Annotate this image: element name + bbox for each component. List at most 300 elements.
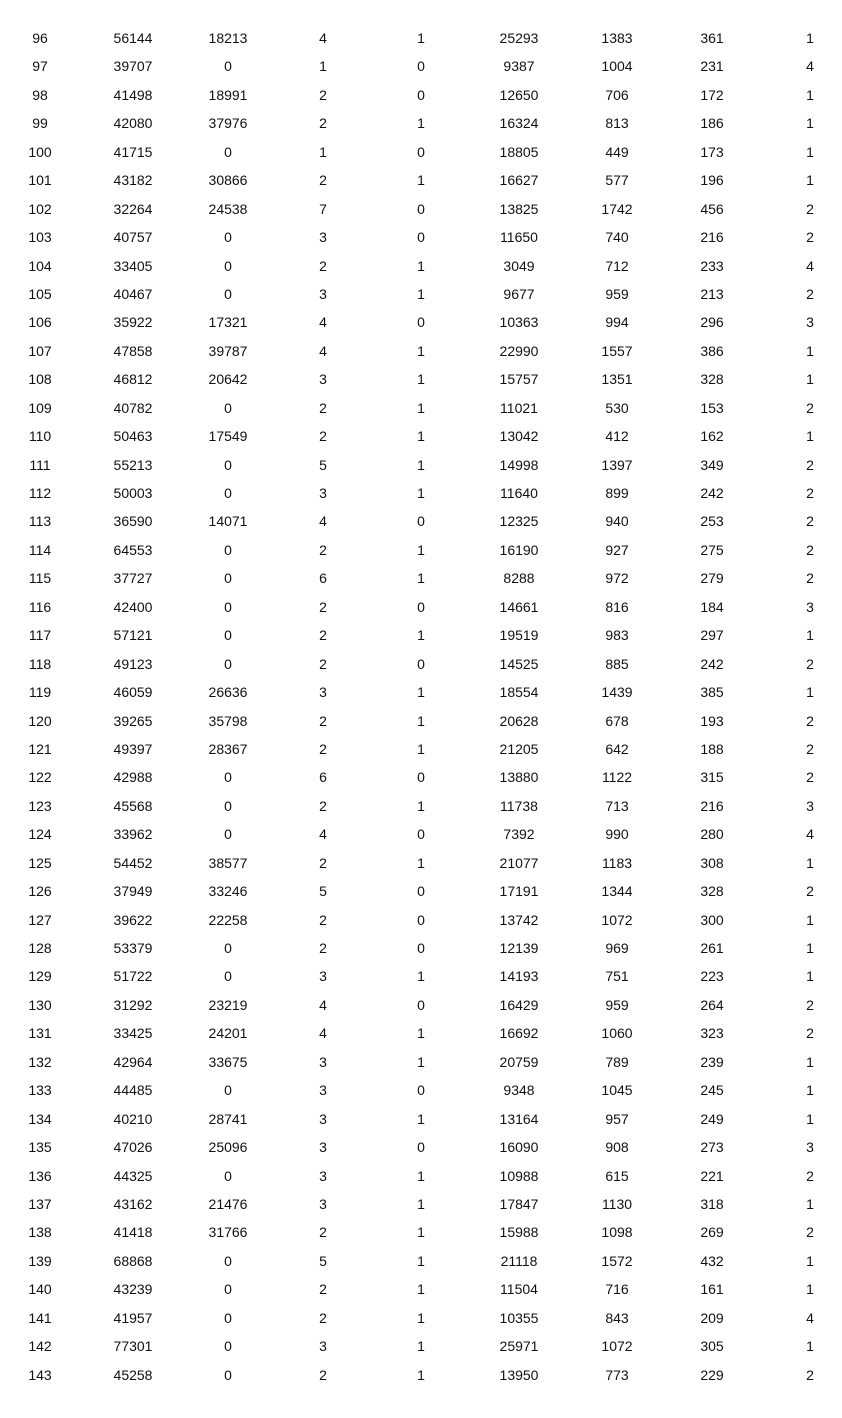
table-row bbox=[0, 621, 842, 649]
table-cell-col-6: 25971 bbox=[499, 1338, 539, 1355]
table-cell-col-6: 8288 bbox=[503, 570, 535, 587]
table-row bbox=[0, 337, 842, 365]
table-cell-col-6: 11738 bbox=[500, 797, 538, 814]
table-cell-col-2: 33425 bbox=[113, 1025, 153, 1042]
table-cell-col-7: 1557 bbox=[601, 342, 633, 359]
table-cell-col-9: 1 bbox=[806, 172, 814, 189]
table-cell-col-6: 10355 bbox=[499, 1309, 539, 1326]
table-cell-col-3: 20642 bbox=[208, 371, 248, 388]
table-cell-col-5: 1 bbox=[417, 854, 425, 871]
table-row bbox=[0, 564, 842, 592]
table-row bbox=[0, 1076, 842, 1104]
table-cell-col-4: 4 bbox=[319, 30, 327, 46]
table-cell-col-7: 1060 bbox=[601, 1025, 633, 1042]
table-row bbox=[0, 962, 842, 990]
table-cell-col-2: 40757 bbox=[113, 229, 153, 246]
table-cell-col-8: 280 bbox=[700, 826, 724, 843]
table-cell-row-index: 142 bbox=[28, 1338, 52, 1355]
table-cell-col-6: 10363 bbox=[499, 314, 539, 331]
table-cell-col-7: 813 bbox=[605, 115, 629, 132]
table-cell-col-2: 47858 bbox=[113, 342, 153, 359]
table-row bbox=[0, 52, 842, 80]
table-cell-col-2: 41498 bbox=[113, 86, 153, 103]
table-row bbox=[0, 1048, 842, 1076]
table-cell-col-3: 0 bbox=[224, 541, 232, 558]
table-row bbox=[0, 223, 842, 251]
table-cell-col-5: 0 bbox=[417, 769, 425, 786]
table-cell-col-9: 1 bbox=[806, 1195, 814, 1212]
table-row bbox=[0, 81, 842, 109]
table-cell-col-6: 9387 bbox=[503, 58, 535, 75]
table-cell-row-index: 102 bbox=[28, 200, 52, 217]
table-cell-col-8: 173 bbox=[700, 143, 724, 160]
table-cell-row-index: 114 bbox=[28, 541, 52, 558]
table-cell-col-5: 1 bbox=[417, 712, 425, 729]
table-row bbox=[0, 308, 842, 336]
table-cell-col-5: 1 bbox=[417, 627, 425, 644]
table-row bbox=[0, 1190, 842, 1218]
table-cell-row-index: 136 bbox=[28, 1167, 52, 1184]
table-cell-col-4: 1 bbox=[319, 58, 327, 75]
table-cell-col-9: 1 bbox=[806, 371, 814, 388]
table-cell-col-5: 0 bbox=[417, 940, 425, 956]
table-cell-col-5: 1 bbox=[417, 1252, 425, 1269]
table-cell-col-8: 209 bbox=[700, 1309, 724, 1326]
table-cell-col-3: 18991 bbox=[208, 86, 248, 103]
table-cell-col-3: 0 bbox=[224, 655, 232, 672]
table-cell-col-5: 0 bbox=[417, 826, 425, 843]
table-cell-col-5: 1 bbox=[417, 541, 425, 558]
table-cell-col-7: 642 bbox=[605, 740, 629, 757]
table-cell-col-8: 249 bbox=[700, 1110, 724, 1127]
table-cell-col-7: 1004 bbox=[601, 58, 633, 75]
table-cell-col-7: 1130 bbox=[601, 1195, 633, 1212]
table-cell-col-9: 1 bbox=[806, 627, 814, 644]
table-cell-row-index: 134 bbox=[28, 1110, 52, 1127]
table-row bbox=[0, 1275, 842, 1303]
table-cell-col-4: 3 bbox=[319, 1082, 327, 1099]
table-cell-col-7: 706 bbox=[605, 86, 629, 103]
table-cell-col-8: 315 bbox=[700, 769, 724, 786]
table-cell-col-7: 1344 bbox=[601, 883, 633, 900]
table-cell-col-3: 17549 bbox=[208, 428, 248, 445]
table-cell-col-4: 2 bbox=[319, 428, 327, 445]
table-cell-col-3: 0 bbox=[224, 399, 232, 416]
table-cell-col-2: 42080 bbox=[113, 115, 153, 132]
table-cell-col-6: 25293 bbox=[499, 30, 539, 46]
table-cell-col-6: 20628 bbox=[499, 712, 539, 729]
table-cell-col-9: 4 bbox=[806, 58, 814, 75]
table-row bbox=[0, 593, 842, 621]
table-cell-col-2: 40210 bbox=[113, 1110, 153, 1127]
table-cell-col-8: 223 bbox=[700, 968, 724, 985]
table-cell-col-8: 153 bbox=[700, 399, 724, 416]
table-cell-col-8: 456 bbox=[700, 200, 724, 217]
table-cell-col-7: 751 bbox=[605, 968, 629, 985]
table-cell-col-7: 940 bbox=[605, 513, 629, 530]
table-cell-col-2: 41957 bbox=[113, 1309, 153, 1326]
table-cell-col-9: 3 bbox=[806, 1139, 814, 1156]
table-cell-col-8: 213 bbox=[700, 285, 724, 302]
table-cell-col-8: 279 bbox=[700, 570, 724, 587]
table-cell-col-8: 261 bbox=[700, 940, 724, 956]
table-cell-row-index: 121 bbox=[28, 740, 52, 757]
table-cell-col-5: 1 bbox=[417, 30, 425, 46]
table-cell-col-4: 2 bbox=[319, 1224, 327, 1241]
table-cell-col-6: 11640 bbox=[500, 485, 538, 501]
table-cell-col-4: 3 bbox=[319, 1338, 327, 1355]
table-cell-col-4: 2 bbox=[319, 172, 327, 189]
table-cell-col-4: 2 bbox=[319, 115, 327, 132]
table-cell-col-2: 39707 bbox=[113, 58, 153, 75]
table-row bbox=[0, 1332, 842, 1360]
table-cell-col-3: 23219 bbox=[208, 996, 248, 1013]
table-cell-col-9: 2 bbox=[806, 712, 814, 729]
table-cell-col-8: 275 bbox=[700, 541, 724, 558]
table-cell-col-4: 6 bbox=[319, 570, 327, 587]
table-cell-col-6: 14525 bbox=[499, 655, 539, 672]
table-cell-col-2: 49123 bbox=[113, 655, 153, 672]
table-cell-col-9: 1 bbox=[806, 854, 814, 871]
table-cell-row-index: 119 bbox=[28, 684, 52, 701]
table-cell-col-4: 2 bbox=[319, 740, 327, 757]
table-cell-col-4: 3 bbox=[319, 1053, 327, 1070]
table-cell-col-4: 2 bbox=[319, 541, 327, 558]
table-cell-col-9: 1 bbox=[806, 1281, 814, 1298]
table-cell-col-5: 1 bbox=[417, 968, 425, 985]
table-cell-col-7: 908 bbox=[605, 1139, 629, 1156]
table-cell-col-8: 184 bbox=[700, 598, 724, 615]
table-cell-col-6: 16429 bbox=[499, 996, 539, 1013]
table-cell-col-7: 1098 bbox=[601, 1224, 633, 1241]
table-cell-col-3: 26636 bbox=[208, 684, 248, 701]
table-cell-col-6: 11021 bbox=[500, 399, 538, 416]
table-cell-col-6: 21077 bbox=[499, 854, 539, 871]
table-row bbox=[0, 422, 842, 450]
table-cell-col-7: 615 bbox=[605, 1167, 629, 1184]
table-cell-col-9: 1 bbox=[806, 1110, 814, 1127]
table-cell-col-3: 0 bbox=[224, 1309, 232, 1326]
table-cell-col-8: 386 bbox=[700, 342, 724, 359]
table-cell-col-9: 2 bbox=[806, 1366, 814, 1383]
table-cell-col-6: 9677 bbox=[503, 285, 535, 302]
table-cell-row-index: 137 bbox=[28, 1195, 52, 1212]
table-cell-col-4: 3 bbox=[319, 485, 327, 501]
table-cell-col-6: 13880 bbox=[499, 769, 539, 786]
table-cell-col-6: 11650 bbox=[500, 229, 538, 246]
data-table bbox=[0, 24, 842, 1389]
table-cell-col-9: 2 bbox=[806, 541, 814, 558]
table-cell-col-9: 4 bbox=[806, 1309, 814, 1326]
table-cell-col-9: 1 bbox=[806, 684, 814, 701]
table-cell-col-9: 1 bbox=[806, 342, 814, 359]
table-cell-col-7: 678 bbox=[605, 712, 629, 729]
table-cell-row-index: 112 bbox=[28, 485, 52, 501]
table-cell-col-6: 16692 bbox=[499, 1025, 539, 1042]
table-cell-col-2: 35922 bbox=[113, 314, 153, 331]
table-cell-col-7: 789 bbox=[605, 1053, 629, 1070]
table-cell-col-7: 1397 bbox=[601, 456, 633, 473]
table-cell-col-6: 12650 bbox=[499, 86, 539, 103]
table-cell-col-2: 50463 bbox=[113, 428, 153, 445]
table-cell-col-3: 24201 bbox=[208, 1025, 248, 1042]
table-cell-col-3: 0 bbox=[224, 285, 232, 302]
table-cell-col-9: 4 bbox=[806, 257, 814, 274]
table-cell-col-3: 0 bbox=[224, 968, 232, 985]
table-cell-col-5: 1 bbox=[417, 1195, 425, 1212]
table-cell-col-7: 983 bbox=[605, 627, 629, 644]
table-cell-col-5: 1 bbox=[417, 399, 425, 416]
table-cell-col-2: 39265 bbox=[113, 712, 153, 729]
table-cell-col-3: 25096 bbox=[208, 1139, 248, 1156]
table-cell-col-7: 1183 bbox=[601, 854, 633, 871]
table-cell-col-8: 328 bbox=[700, 883, 724, 900]
table-cell-col-5: 1 bbox=[417, 1167, 425, 1184]
table-cell-col-5: 1 bbox=[417, 1224, 425, 1241]
table-cell-col-2: 33962 bbox=[113, 826, 153, 843]
table-cell-col-3: 17321 bbox=[208, 314, 248, 331]
table-cell-col-6: 15988 bbox=[499, 1224, 539, 1241]
table-cell-col-7: 773 bbox=[605, 1366, 629, 1383]
table-row bbox=[0, 138, 842, 166]
table-cell-col-3: 33675 bbox=[208, 1053, 248, 1070]
table-cell-col-4: 3 bbox=[319, 684, 327, 701]
table-cell-col-3: 21476 bbox=[208, 1195, 248, 1212]
table-row bbox=[0, 109, 842, 137]
table-cell-col-5: 1 bbox=[417, 740, 425, 757]
table-cell-col-8: 229 bbox=[700, 1366, 724, 1383]
table-cell-col-7: 1742 bbox=[601, 200, 633, 217]
table-row bbox=[0, 166, 842, 194]
table-cell-col-7: 716 bbox=[605, 1281, 629, 1298]
table-cell-col-2: 46059 bbox=[113, 684, 153, 701]
table-cell-col-2: 64553 bbox=[113, 541, 153, 558]
table-cell-col-4: 6 bbox=[319, 769, 327, 786]
table-cell-col-8: 328 bbox=[700, 371, 724, 388]
table-cell-col-8: 162 bbox=[700, 428, 724, 445]
table-cell-col-2: 43182 bbox=[113, 172, 153, 189]
table-cell-row-index: 135 bbox=[28, 1139, 52, 1156]
table-cell-col-7: 1072 bbox=[601, 911, 633, 928]
table-cell-col-3: 0 bbox=[224, 1366, 232, 1383]
table-cell-col-3: 24538 bbox=[208, 200, 248, 217]
table-cell-col-5: 0 bbox=[417, 598, 425, 615]
table-cell-col-6: 13825 bbox=[499, 200, 539, 217]
table-cell-col-9: 2 bbox=[806, 399, 814, 416]
table-row bbox=[0, 991, 842, 1019]
table-cell-col-7: 972 bbox=[605, 570, 629, 587]
table-cell-col-2: 37949 bbox=[113, 883, 153, 900]
table-cell-col-3: 35798 bbox=[208, 712, 248, 729]
table-cell-col-2: 45568 bbox=[113, 797, 153, 814]
table-cell-col-5: 0 bbox=[417, 1139, 425, 1156]
table-cell-col-6: 3049 bbox=[503, 257, 535, 274]
table-cell-col-2: 49397 bbox=[113, 740, 153, 757]
table-cell-row-index: 133 bbox=[28, 1082, 52, 1099]
table-cell-col-6: 16627 bbox=[499, 172, 539, 189]
table-cell-col-4: 3 bbox=[319, 1139, 327, 1156]
table-cell-col-7: 843 bbox=[605, 1309, 629, 1326]
table-row bbox=[0, 735, 842, 763]
table-cell-col-2: 37727 bbox=[113, 570, 153, 587]
table-cell-row-index: 132 bbox=[28, 1053, 52, 1070]
table-cell-col-9: 1 bbox=[806, 30, 814, 46]
table-cell-row-index: 125 bbox=[28, 854, 52, 871]
table-cell-col-9: 3 bbox=[806, 797, 814, 814]
table-cell-col-8: 305 bbox=[700, 1338, 724, 1355]
table-cell-col-7: 969 bbox=[605, 940, 629, 956]
table-cell-row-index: 139 bbox=[28, 1252, 52, 1269]
table-cell-col-5: 1 bbox=[417, 115, 425, 132]
table-cell-row-index: 127 bbox=[28, 911, 52, 928]
table-cell-col-9: 1 bbox=[806, 1082, 814, 1099]
table-cell-col-6: 16090 bbox=[499, 1139, 539, 1156]
table-cell-col-3: 0 bbox=[224, 1281, 232, 1298]
table-cell-col-3: 0 bbox=[224, 940, 232, 956]
table-cell-col-3: 0 bbox=[224, 627, 232, 644]
table-cell-col-3: 0 bbox=[224, 598, 232, 615]
table-cell-col-4: 2 bbox=[319, 627, 327, 644]
table-cell-col-6: 10988 bbox=[499, 1167, 539, 1184]
table-cell-col-8: 216 bbox=[700, 797, 724, 814]
table-cell-col-8: 432 bbox=[700, 1252, 724, 1269]
table-cell-col-6: 20759 bbox=[499, 1053, 539, 1070]
table-cell-col-4: 7 bbox=[319, 200, 327, 217]
table-cell-col-5: 1 bbox=[417, 1366, 425, 1383]
table-cell-col-5: 0 bbox=[417, 143, 425, 160]
table-cell-col-6: 18805 bbox=[499, 143, 539, 160]
table-cell-col-9: 1 bbox=[806, 428, 814, 445]
table-cell-col-9: 1 bbox=[806, 115, 814, 132]
table-cell-row-index: 117 bbox=[28, 627, 52, 644]
table-cell-col-5: 1 bbox=[417, 1110, 425, 1127]
table-cell-col-2: 42400 bbox=[113, 598, 153, 615]
table-cell-col-9: 1 bbox=[806, 86, 814, 103]
table-row bbox=[0, 252, 842, 280]
table-cell-col-9: 2 bbox=[806, 485, 814, 501]
table-cell-col-2: 40782 bbox=[113, 399, 153, 416]
table-cell-col-6: 16190 bbox=[499, 541, 539, 558]
table-cell-row-index: 129 bbox=[28, 968, 52, 985]
table-cell-col-7: 899 bbox=[605, 485, 629, 501]
table-cell-col-4: 3 bbox=[319, 968, 327, 985]
table-cell-row-index: 107 bbox=[28, 342, 52, 359]
table-cell-row-index: 143 bbox=[28, 1366, 52, 1383]
table-cell-col-4: 2 bbox=[319, 712, 327, 729]
table-cell-col-7: 990 bbox=[605, 826, 629, 843]
table-cell-row-index: 122 bbox=[28, 769, 52, 786]
table-row bbox=[0, 820, 842, 848]
table-cell-col-4: 3 bbox=[319, 229, 327, 246]
table-cell-col-8: 349 bbox=[700, 456, 724, 473]
table-cell-row-index: 108 bbox=[28, 371, 52, 388]
table-row bbox=[0, 1133, 842, 1161]
table-cell-col-3: 38577 bbox=[208, 854, 248, 871]
table-cell-col-3: 0 bbox=[224, 58, 232, 75]
table-cell-col-9: 4 bbox=[806, 826, 814, 843]
table-cell-col-6: 12139 bbox=[499, 940, 539, 956]
table-cell-row-index: 96 bbox=[32, 30, 48, 46]
table-cell-col-7: 927 bbox=[605, 541, 629, 558]
table-cell-row-index: 98 bbox=[32, 86, 48, 103]
table-cell-col-8: 231 bbox=[700, 58, 724, 75]
table-cell-col-3: 37976 bbox=[208, 115, 248, 132]
table-cell-col-7: 959 bbox=[605, 996, 629, 1013]
table-cell-col-7: 577 bbox=[605, 172, 629, 189]
table-cell-row-index: 104 bbox=[28, 257, 52, 274]
table-cell-col-8: 323 bbox=[700, 1025, 724, 1042]
table-cell-col-2: 68868 bbox=[113, 1252, 153, 1269]
table-cell-row-index: 111 bbox=[29, 456, 51, 473]
table-cell-col-2: 44325 bbox=[113, 1167, 153, 1184]
table-cell-col-8: 297 bbox=[700, 627, 724, 644]
table-cell-col-6: 14193 bbox=[499, 968, 539, 985]
table-cell-row-index: 109 bbox=[28, 399, 52, 416]
table-cell-col-5: 1 bbox=[417, 257, 425, 274]
table-cell-col-2: 45258 bbox=[113, 1366, 153, 1383]
table-cell-col-7: 1572 bbox=[601, 1252, 633, 1269]
table-cell-col-9: 2 bbox=[806, 1025, 814, 1042]
table-cell-col-3: 28741 bbox=[208, 1110, 248, 1127]
table-cell-col-4: 2 bbox=[319, 655, 327, 672]
table-cell-col-3: 0 bbox=[224, 1252, 232, 1269]
table-row bbox=[0, 1105, 842, 1133]
table-cell-col-2: 39622 bbox=[113, 911, 153, 928]
table-cell-row-index: 123 bbox=[28, 797, 52, 814]
table-cell-col-9: 2 bbox=[806, 513, 814, 530]
table-cell-row-index: 99 bbox=[32, 115, 48, 132]
table-cell-col-7: 1045 bbox=[601, 1082, 633, 1099]
table-cell-col-5: 1 bbox=[417, 172, 425, 189]
table-cell-col-7: 449 bbox=[605, 143, 629, 160]
table-cell-col-5: 0 bbox=[417, 1082, 425, 1099]
table-cell-col-5: 1 bbox=[417, 371, 425, 388]
table-cell-col-4: 3 bbox=[319, 285, 327, 302]
table-cell-col-9: 2 bbox=[806, 456, 814, 473]
table-row bbox=[0, 536, 842, 564]
table-cell-col-4: 3 bbox=[319, 1110, 327, 1127]
table-cell-col-4: 2 bbox=[319, 1366, 327, 1383]
table-cell-col-3: 0 bbox=[224, 797, 232, 814]
table-cell-col-9: 3 bbox=[806, 314, 814, 331]
table-cell-col-2: 46812 bbox=[113, 371, 153, 388]
table-cell-col-2: 54452 bbox=[113, 854, 153, 871]
table-cell-col-4: 4 bbox=[319, 314, 327, 331]
table-cell-col-9: 1 bbox=[806, 1338, 814, 1355]
table-cell-row-index: 126 bbox=[28, 883, 52, 900]
table-cell-col-6: 14661 bbox=[499, 598, 539, 615]
table-cell-row-index: 110 bbox=[28, 428, 52, 445]
table-cell-col-5: 0 bbox=[417, 911, 425, 928]
table-cell-col-8: 361 bbox=[700, 30, 724, 46]
table-cell-row-index: 140 bbox=[28, 1281, 52, 1298]
table-cell-col-2: 31292 bbox=[113, 996, 153, 1013]
table-row bbox=[0, 849, 842, 877]
table-cell-row-index: 103 bbox=[28, 229, 52, 246]
table-cell-col-8: 245 bbox=[700, 1082, 724, 1099]
table-row bbox=[0, 365, 842, 393]
table-cell-col-8: 253 bbox=[700, 513, 724, 530]
table-cell-col-8: 300 bbox=[700, 911, 724, 928]
table-cell-col-8: 385 bbox=[700, 684, 724, 701]
table-cell-col-4: 2 bbox=[319, 940, 327, 956]
table-cell-col-5: 1 bbox=[417, 285, 425, 302]
table-cell-row-index: 124 bbox=[28, 826, 52, 843]
table-cell-col-4: 2 bbox=[319, 86, 327, 103]
table-cell-row-index: 101 bbox=[28, 172, 52, 189]
table-cell-col-2: 47026 bbox=[113, 1139, 153, 1156]
table-cell-col-7: 412 bbox=[605, 428, 629, 445]
